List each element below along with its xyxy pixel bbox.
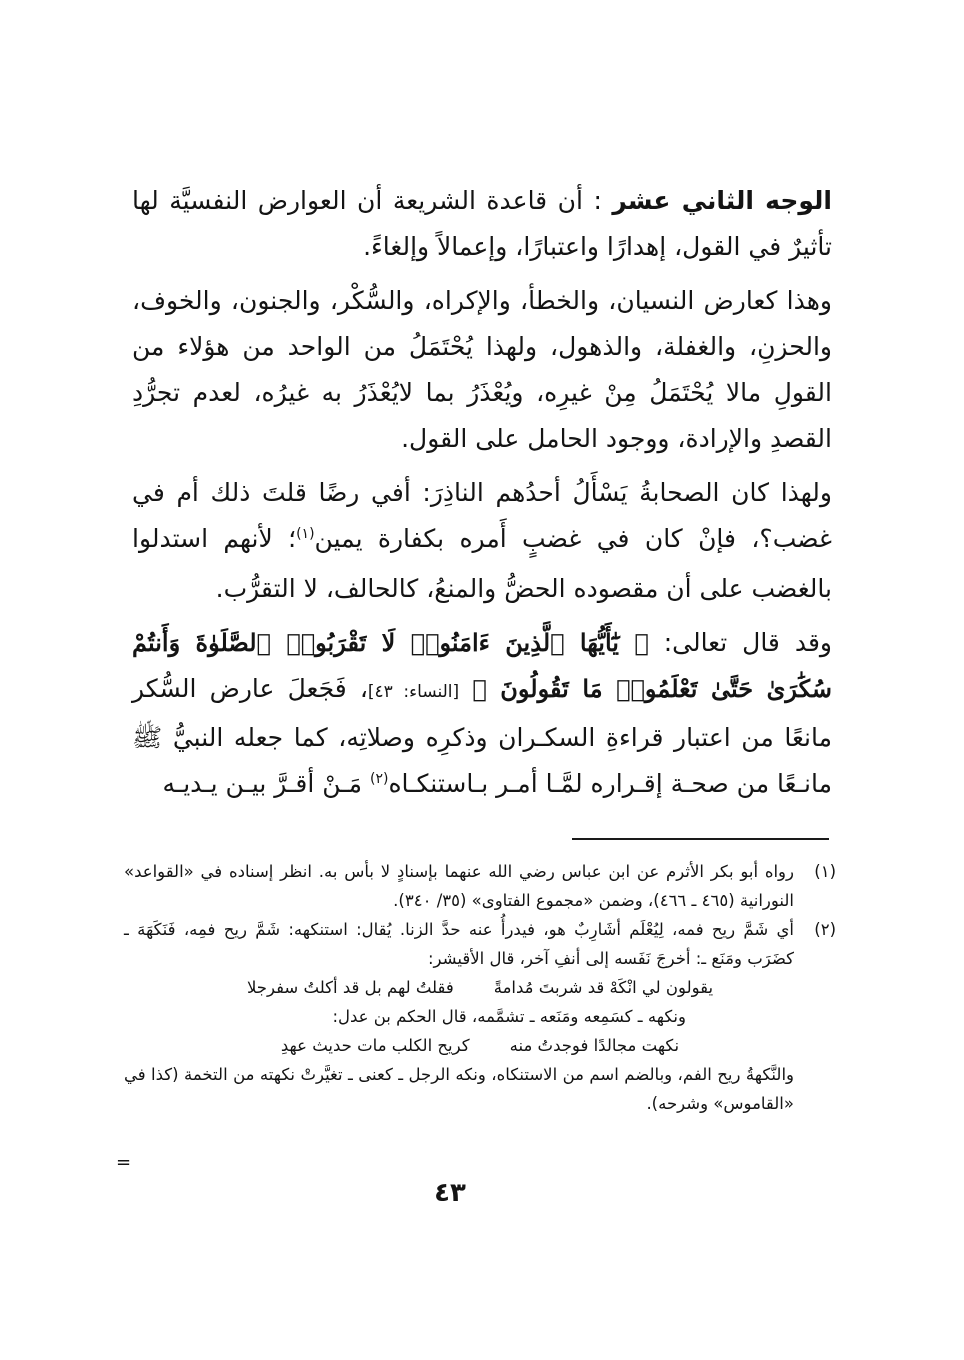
paragraph-4-text-a: ، فَجَعلَ عارض السُّكر مانعًا من اعتبار قراءةِ السكـران وذكرِه وصلاتِه، كما جعله النبيُّ ﷺ مانـعًا من صحـة إقـراره لمَّـا أمـر بـاستنكـاه: [132, 674, 832, 798]
paragraph-4: [132, 620, 832, 811]
paragraph-1-body: : أن قاعدة الشريعة أن العوارض النفسيَّة لها تأثيرٌ في القول، إهدارًا واعتبارًا، وإعمالاً وإلغاءً.: [132, 186, 832, 261]
main-text: [132, 178, 832, 819]
paragraph-3-text-b: ؛ لأنهم استدلوا بالغضب على أن مقصوده الحضُّ والمنعُ، كالحالف، لا التقرُّب.: [132, 524, 832, 603]
footnotes: [124, 857, 836, 1118]
page-number: ٤٣: [434, 1178, 466, 1208]
footnote-2: [124, 915, 836, 973]
section-heading: الوجه الثاني عشر: [612, 186, 832, 215]
footnote-2-continuation: ونكهه ـ كسَمِعه ومَنَعه ـ تشمَّمه، قال الحكم بن عدل:: [332, 1007, 686, 1026]
footnote-2-ending: والنَّكهةُ ريح الفم، وبالضم اسم من الاستنكاه، ونكه الرجل ـ كعنى ـ تغيَّرتْ نكهته من التخمة (كذا في «القاموس» وشرحه).: [124, 1065, 794, 1113]
footnote-2-text: أي شَمَّ ريح فمه، لِيُعْلَم أشَارِبٌ هو، فيدرأُ عنه حدَّ الزنا. يُقال: استنكهه: شَمَّ ريح فمِه، فَنَكَهَهَ ـ كضَرَب ومَنَع ـ: أخرجَ نَفَسه إلى أنفِ آخر، قال الأقيشر:: [124, 920, 794, 968]
poem-verse-1-first-half: يقولون لي انْكَهْ قد شربتَ مُدامةً: [493, 978, 714, 997]
paragraph-2: وهذا كعارض النسيان، والخطأ، والإكراه، والسُّكْر، والجنون، والخوف، والحزنِ، والغفلة، والذهول، ولهذا يُحْتَمَلُ من الواحد من هؤلاء من القولِ مالا يُحْتَمَلُ مِنْ غيرِه، ويُعْذَرُ بما لايُعْذَرُ به غيرُه، لعدم تجرُّدِ القصدِ والإرادة، ووجود الحامل على القول.: [132, 286, 832, 453]
poem-verse-2-first-half: نكهت مجالدًا فوجدتُ منه: [509, 1036, 680, 1055]
poem-verse-1: [124, 973, 836, 1002]
poem-verse-2-second-half: كريح الكلب مات حديث عهدِ: [280, 1036, 470, 1055]
footnote-1-number: (١): [814, 862, 836, 881]
poem-verse-1-second-half: فقلتُ لهم بل قد أكلتُ سفرجلا: [246, 978, 454, 997]
footnote-ref-1: (١): [296, 526, 315, 542]
footnote-1-text: رواه أبو بكر الأثرم عن ابن عباس رضي الله عنهما بإسنادٍ لا بأس به. انظر إسناده في «القواعد» النورانية (٤٦٥ ـ ٤٦٦)، وضمن «مجموع الفتاوى» (٣٥/ ٣٤٠).: [124, 862, 794, 910]
paragraph-1: [132, 178, 832, 270]
footnote-1: [124, 857, 836, 915]
footnote-2-number: (٢): [814, 920, 836, 939]
footnote-separator: [572, 838, 829, 840]
poem-verse-2: [124, 1031, 836, 1060]
footnote-ref-2: (٢): [369, 771, 389, 787]
paragraph-3: [132, 470, 832, 612]
verse-citation: [النساء: ٤٣]: [367, 682, 460, 702]
paragraph-4-intro: وقد قال تعالى:: [663, 628, 832, 657]
continuation-mark: =: [116, 1152, 132, 1173]
paragraph-3-text-a: ولهذا كان الصحابةُ يَسْأَلُ أحدُهم الناذِرَ: أفي رضًا قلتَ ذلك أم في غضب؟، فإنْ كان في غضبٍ أَمره بكفارة يمين: [132, 478, 832, 553]
paragraph-4-text-b: مَـنْ أقـرَّ بيـن يـديـه: [162, 769, 363, 798]
quran-verse: ﴿ يَٰٓأَيُّهَا ٱلَّذِينَ ءَامَنُوا۟ لَا تَقْرَبُوا۟ ٱلصَّلَوٰةَ وَأَنتُمْ سُكَٰرَىٰ حَتَّىٰ تَعْلَمُوا۟ مَا تَقُولُونَ ﴾: [132, 628, 832, 703]
